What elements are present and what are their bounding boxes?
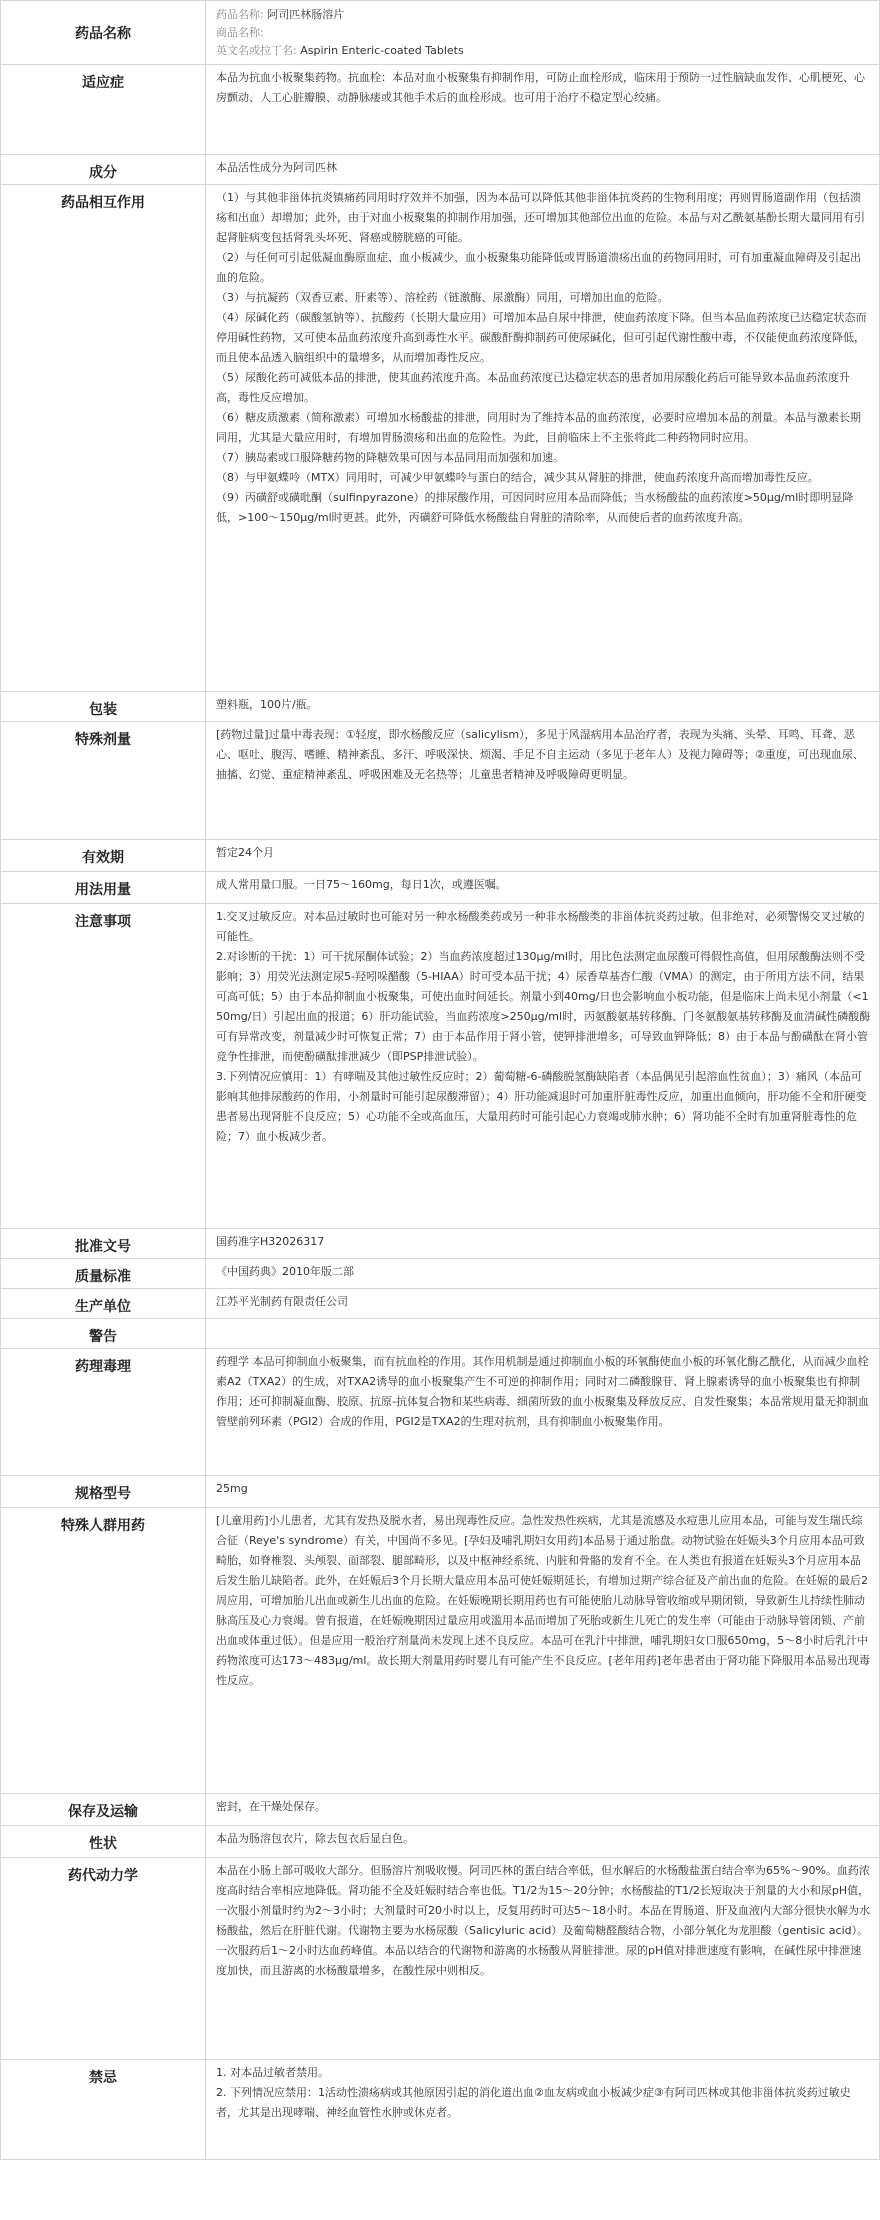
row-special (1, 1508, 880, 1794)
row-manufacturer (1, 1289, 880, 1319)
interaction-item: （8）与甲氨蝶呤（MTX）同用时，可减少甲氨蝶呤与蛋白的结合，减少其从肾脏的排泄，使血药浓度升高而增加毒性反应。 (216, 471, 819, 484)
label-approval: 批准文号 (1, 1229, 206, 1259)
value-storage: 密封，在干燥处保存。 (206, 1794, 880, 1826)
precaution-item: 3.下列情况应慎用：1）有哮喘及其他过敏性反应时；2）葡萄糖-6-磷酸脱氢酶缺陷者（本品偶见引起溶血性贫血）；3）痛风（本品可影响其他排尿酸药的作用，小剂量时可能引起尿酸滞留）；4）肝功能减退时可加重肝脏毒性反应，加重出血倾向，肝功能不全和肝硬变患者易出现肾脏不良反应；5）心功能不全或高血压，大量用药时可能引起心力衰竭或肺水肿；6）肾功能不全时有加重肾脏毒性的危险；7）血小板减少者。 (216, 1070, 867, 1143)
row-character (1, 1826, 880, 1858)
row-standard (1, 1259, 880, 1289)
interaction-item: （5）尿酸化药可减低本品的排泄，使其血药浓度升高。本品血药浓度已达稳定状态的患者加用尿酸化药后可能导致本品血药浓度升高，毒性反应增加。 (216, 371, 850, 404)
value-spec: 25mg (206, 1476, 880, 1508)
label-manufacturer: 生产单位 (1, 1289, 206, 1319)
label-precautions: 注意事项 (1, 904, 206, 1229)
label-storage: 保存及运输 (1, 1794, 206, 1826)
interaction-item: （6）糖皮质激素（简称激素）可增加水杨酸盐的排泄，同用时为了维持本品的血药浓度，必要时应增加本品的剂量。本品与激素长期同用，尤其是大量应用时，有增加胃肠溃疡和出血的危险性。为此，目前临床上不主张将此二种药物同时应用。 (216, 411, 861, 444)
value-manufacturer: 江苏平光制药有限责任公司 (206, 1289, 880, 1319)
label-standard: 质量标准 (1, 1259, 206, 1289)
value-special: [儿童用药]小儿患者，尤其有发热及脱水者，易出现毒性反应。急性发热性疾病，尤其是流感及水痘患儿应用本品，可能与发生瑞氏综合征（Reye's syndrome）有关，中国尚不多见。[孕妇及哺乳期妇女用药]本品易于通过胎盘。动物试验在妊娠头3个月应用本品可致畸胎，如脊椎裂、头颅裂、面部裂、腿部畸形，以及中枢神经系统、内脏和骨骼的发育不全。在人类也有报道在妊娠头3个月应用本品后发生胎儿缺陷者。此外，在妊娠后3个月长期大量应用本品可使妊娠期延长，有增加过期产综合征及产前出血的危险。在妊娠的最后2周应用，可增加胎儿出血或新生儿出血的危险。在妊娠晚期长期用药也有可能使胎儿动脉导管收缩或早期闭锁，导致新生儿持续性肺动脉高压及心力衰竭。曾有报道，在妊娠晚期因过量应用或滥用本品而增加了死胎或新生儿死亡的发生率（可能由于动脉导管闭锁、产前出血或体重过低）。但是应用一般治疗剂量尚未发现上述不良反应。本品可在乳汁中排泄，哺乳期妇女口服650mg，5～8小时后乳汁中药物浓度可达173～483μg/ml。故长期大剂量用药时婴儿有可能产生不良反应。[老年用药]老年患者由于肾功能下降服用本品易出现毒性反应。 (206, 1508, 880, 1794)
english-name-value: Aspirin Enteric-coated Tablets (300, 44, 464, 57)
row-validity (1, 840, 880, 872)
row-pharmacokinetics (1, 1858, 880, 2060)
label-character: 性状 (1, 1826, 206, 1858)
label-pharmacokinetics: 药代动力学 (1, 1858, 206, 2060)
label-toxicology: 药理毒理 (1, 1349, 206, 1476)
value-ingredients: 本品活性成分为阿司匹林 (206, 155, 880, 185)
row-interactions (1, 185, 880, 692)
row-toxicology (1, 1349, 880, 1476)
interaction-item: （3）与抗凝药（双香豆素、肝素等）、溶栓药（链激酶、尿激酶）同用，可增加出血的危险。 (216, 291, 669, 304)
row-packaging (1, 692, 880, 722)
contraindication-item: 1. 对本品过敏者禁用。 (216, 2066, 329, 2079)
interaction-item: （7）胰岛素或口服降糖药物的降糖效果可因与本品同用而加强和加速。 (216, 451, 564, 464)
row-storage (1, 1794, 880, 1826)
value-standard: 《中国药典》2010年版二部 (206, 1259, 880, 1289)
label-spec: 规格型号 (1, 1476, 206, 1508)
row-approval (1, 1229, 880, 1259)
value-toxicology: 药理学 本品可抑制血小板聚集，而有抗血栓的作用。其作用机制是通过抑制血小板的环氧酶使血小板的环氧化酶乙酰化，从而减少血栓素A2（TXA2）的生成，对TXA2诱导的血小板聚集产生不可逆的抑制作用；同时对二磷酸腺苷、肾上腺素诱导的血小板聚集也有抑制作用；还可抑制凝血酶、胶原、抗原-抗体复合物和某些病毒、细菌所致的血小板聚集及释放反应、自发性聚集；本品常规用量无抑制血管壁前列环素（PGI2）合成的作用，PGI2是TXA2的生理对抗剂，具有抑制血小板聚集作用。 (206, 1349, 880, 1476)
label-validity: 有效期 (1, 840, 206, 872)
row-ingredients (1, 155, 880, 185)
precaution-item: 1.交叉过敏反应。对本品过敏时也可能对另一种水杨酸类药或另一种非水杨酸类的非甾体抗炎药过敏。但非绝对，必须警惕交叉过敏的可能性。 (216, 910, 865, 943)
label-packaging: 包装 (1, 692, 206, 722)
precaution-item: 2.对诊断的干扰：1）可干扰尿酮体试验；2）当血药浓度超过130μg/ml时，用比色法测定血尿酸可得假性高值，但用尿酸酶法则不受影响；3）用荧光法测定尿5-羟吲哚醋酸（5-HIAA）时可受本品干扰；4）尿香草基杏仁酸（VMA）的测定，由于所用方法不同，结果可高可低；5）由于本品抑制血小板聚集，可使出血时间延长。剂量小到40mg/日也会影响血小板功能，但是临床上尚未见小剂量（<150mg/日）引起出血的报道；6）肝功能试验，当血药浓度>250μg/ml时，丙氨酸氨基转移酶、门冬氨酸氨基转移酶及血清碱性磷酸酶可有异常改变，剂量减少时可恢复正常；7）由于本品作用于肾小管，使钾排泄增多，可导致血钾降低；8）由于本品与酚磺酞在肾小管竞争性排泄，而使酚磺酞排泄减少（即PSP排泄试验）。 (216, 950, 871, 1063)
value-validity: 暂定24个月 (206, 840, 880, 872)
row-name (1, 1, 880, 65)
value-pharmacokinetics: 本品在小肠上部可吸收大部分。但肠溶片剂吸收慢。阿司匹林的蛋白结合率低，但水解后的水杨酸盐蛋白结合率为65%～90%。血药浓度高时结合率相应地降低。肾功能不全及妊娠时结合率也低。T1/2为15～20分钟；水杨酸盐的T1/2长短取决于剂量的大小和尿pH值，一次服小剂量时约为2～3小时；大剂量时可20小时以上，反复用药时可达5～18小时。本品在胃肠道、肝及血液内大部分很快水解为水杨酸盐，然后在肝脏代谢。代谢物主要为水杨尿酸（Salicyluric acid）及葡萄糖醛酸结合物，小部分氧化为龙胆酸（gentisic acid）。一次服药后1～2小时达血药峰值。本品以结合的代谢物和游离的水杨酸从肾脏排泄。尿的pH值对排泄速度有影响，在碱性尿中排泄速度加快，而且游离的水杨酸量增多，在酸性尿中则相反。 (206, 1858, 880, 2060)
row-spec (1, 1476, 880, 1508)
value-warning (206, 1319, 880, 1349)
value-usage: 成人常用量口服。一日75～160mg，每日1次，或遵医嘱。 (206, 872, 880, 904)
label-name: 药品名称 (1, 1, 206, 65)
label-contraindications: 禁忌 (1, 2060, 206, 2160)
row-precautions (1, 904, 880, 1229)
label-usage: 用法用量 (1, 872, 206, 904)
row-indication (1, 65, 880, 155)
value-overdose: [药物过量]过量中毒表现：①轻度，即水杨酸反应（salicylism），多见于风湿病用本品治疗者，表现为头痛、头晕、耳鸣、耳聋、恶心、呕吐、腹泻、嗜睡、精神紊乱、多汗、呼吸深快、烦渴、手足不自主运动（多见于老年人）及视力障碍等；②重度，可出现血尿、抽搐、幻觉、重症精神紊乱、呼吸困难及无名热等；儿童患者精神及呼吸障碍更明显。 (206, 722, 880, 840)
row-warning (1, 1319, 880, 1349)
trade-name-label: 商品名称: (216, 26, 264, 39)
interaction-item: （9）丙磺舒或磺吡酮（sulfinpyrazone）的排尿酸作用，可因同时应用本品而降低；当水杨酸盐的血药浓度>50μg/ml时即明显降低，>100～150μg/ml时更甚。此外，丙磺舒可降低水杨酸盐自肾脏的清除率，从而使后者的血药浓度升高。 (216, 491, 854, 524)
value-indication: 本品为抗血小板聚集药物。抗血栓：本品对血小板聚集有抑制作用，可防止血栓形成，临床用于预防一过性脑缺血发作、心肌梗死、心房颤动、人工心脏瓣膜、动静脉瘘或其他手术后的血栓形成。也可用于治疗不稳定型心绞痛。 (206, 65, 880, 155)
value-character: 本品为肠溶包衣片，除去包衣后显白色。 (206, 1826, 880, 1858)
value-interactions (206, 185, 880, 692)
row-usage (1, 872, 880, 904)
label-warning: 警告 (1, 1319, 206, 1349)
value-contraindications (206, 2060, 880, 2160)
label-ingredients: 成分 (1, 155, 206, 185)
english-name-label: 英文名或拉丁名: (216, 44, 297, 57)
label-interactions: 药品相互作用 (1, 185, 206, 692)
row-overdose (1, 722, 880, 840)
value-name (206, 1, 880, 65)
label-special: 特殊人群用药 (1, 1508, 206, 1794)
interaction-item: （2）与任何可引起低凝血酶原血症、血小板减少、血小板聚集功能降低或胃肠道溃疡出血的药物同用时，可有加重凝血障碍及引起出血的危险。 (216, 251, 861, 284)
value-packaging: 塑料瓶，100片/瓶。 (206, 692, 880, 722)
row-contraindications (1, 2060, 880, 2160)
interaction-item: （4）尿碱化药（碳酸氢钠等）、抗酸药（长期大量应用）可增加本品自尿中排泄，使血药浓度下降。但当本品血药浓度已达稳定状态而停用碱性药物，又可使本品血药浓度升高到毒性水平。碳酸酐酶抑制药可使尿碱化，但可引起代谢性酸中毒，不仅能使血药浓度降低，而且使本品透入脑组织中的量增多，从而增加毒性反应。 (216, 311, 867, 364)
interaction-item: （1）与其他非甾体抗炎镇痛药同用时疗效并不加强，因为本品可以降低其他非甾体抗炎药的生物利用度；再则胃肠道副作用（包括溃疡和出血）却增加；此外，由于对血小板聚集的抑制作用加强，还可增加其他部位出血的危险。本品与对乙酰氨基酚长期大量同用有引起肾脏病变包括肾乳头坏死、肾癌或膀胱癌的可能。 (216, 191, 865, 244)
label-overdose: 特殊剂量 (1, 722, 206, 840)
value-approval: 国药准字H32026317 (206, 1229, 880, 1259)
contraindication-item: 2. 下列情况应禁用：1活动性溃疡病或其他原因引起的消化道出血②血友病或血小板减少症③有阿司匹林或其他非甾体抗炎药过敏史者，尤其是出现哮喘、神经血管性水肿或休克者。 (216, 2086, 851, 2119)
label-indication: 适应症 (1, 65, 206, 155)
value-precautions (206, 904, 880, 1229)
generic-name-value: 阿司匹林肠溶片 (267, 8, 345, 21)
generic-name-label: 药品名称: (216, 8, 264, 21)
